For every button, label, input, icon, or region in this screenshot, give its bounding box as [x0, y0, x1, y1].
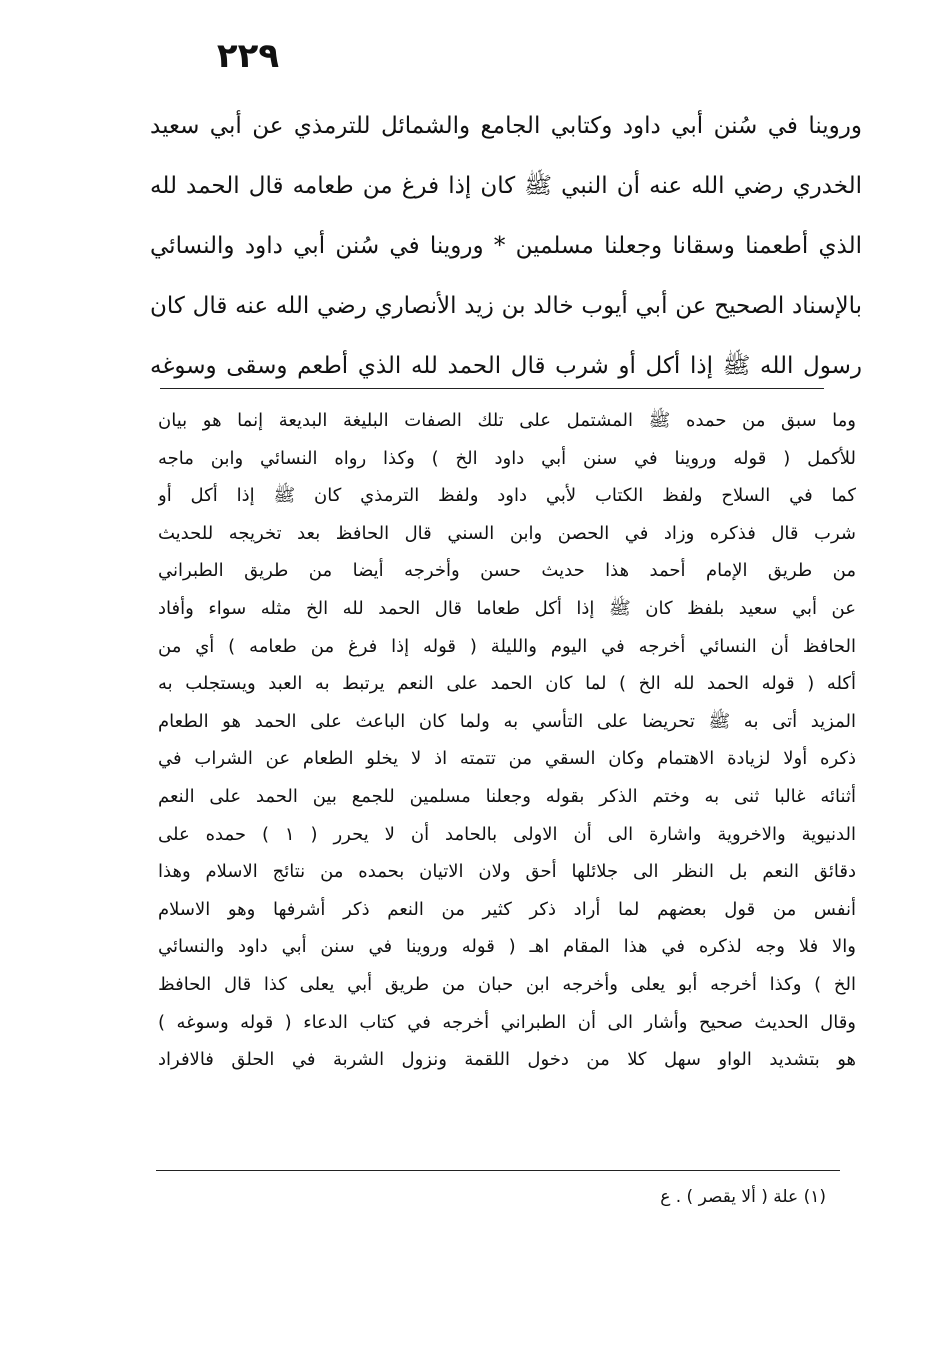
commentary-line: شرب قال فذكره وزاد في الحصن وابن السني قال الحافظ بعد تخريجه للحديث [158, 522, 856, 544]
main-text-line: وروينا في سُنن أبي داود وكتابي الجامع والشمائل للترمذي عن أبي سعيد [150, 113, 862, 139]
commentary-line: دقائق النعم بل النظر الى جلائلها أحق ولان الاتيان بحمده من نتائج الاسلام وهذا [158, 861, 856, 883]
commentary-line: أنفس من قول بعضهم لما أراد ذكر كثير من النعم ذكر أشرفها وهو الاسلام [158, 898, 856, 920]
commentary-line: هو بتشديد الواو سهل كلا من دخول اللقمة ونزول الشربة في الحلق فالافراد [158, 1049, 856, 1071]
commentary-line: من طريق الإمام أحمد هذا حديث حسن وأخرجه أيضا من طريق الطبراني [158, 560, 856, 582]
commentary-line: أثنائه غالبا ثنى به وختم الذكر بقوله وجعلنا مسلمين للجمع بين الحمد على النعم [158, 785, 856, 807]
commentary-line: عن أبي سعيد بلفظ كان ﷺ إذا أكل طعاما قال الحمد لله الخ مثله سواء وأفاد [158, 597, 856, 619]
commentary-line: وقال الحديث صحيح وأشار الى أن الطبراني أخرجه في كتاب الدعاء ( قوله وسوغه ) [158, 1011, 856, 1033]
main-text-line: رسول الله ﷺ إذا أكل أو شرب قال الحمد لله الذي أطعم وسقى وسوغه [150, 353, 862, 379]
commentary-line: الخ ) وكذا أخرجه أبو يعلى وأخرجه ابن حبان من طريق أبي يعلى كذا قال الحافظ [158, 973, 856, 995]
main-text-divider [160, 388, 824, 389]
commentary [158, 402, 856, 1079]
commentary-line: أكله ( قوله الحمد لله الخ ) لما كان الحمد على النعم يرتبط به العبد ويستجلب به [158, 673, 856, 695]
main-text-line: الذي أطعمنا وسقانا وجعلنا مسلمين * وروينا في سُنن أبي داود والنسائي [150, 233, 862, 259]
main-text-line: بالإسناد الصحيح عن أبي أيوب خالد بن زيد الأنصاري رضي الله عنه قال كان [150, 293, 862, 319]
commentary-line: ذكره أولا لزيادة الاهتمام وكان السقي من تتمته اذ لا يخلو الطعام عن الشراب في [158, 748, 856, 770]
commentary-line: للأكمل ( قوله وروينا في سنن أبي داود الخ ) وكذا رواه النسائي وابن ماجه [158, 447, 856, 469]
page-number: ٢٢٩ [216, 36, 280, 76]
main-text [150, 96, 862, 396]
main-text-line: الخدري رضي الله عنه أن النبي ﷺ كان إذا فرغ من طعامه قال الحمد لله [150, 173, 862, 199]
commentary-line: وما سبق من حمده ﷺ المشتمل على تلك الصفات البليغة البديعة إنما هو بيان [158, 410, 856, 431]
footnote-divider [156, 1170, 840, 1171]
commentary-line: والا فلا وجه لذكره في هذا المقام اهـ ( قوله وروينا في سنن أبي داود والنسائي [158, 936, 856, 958]
commentary-line: كما في السلاح ولفظ الكتاب لأبي داود ولفظ الترمذي كان ﷺ إذا أكل أو [158, 485, 856, 507]
commentary-line: الدنيوية والاخروية واشارة الى أن الاولى بالحامد أن لا يحرر ( ١ ) حمده على [158, 823, 856, 845]
commentary-line: المزيد أتى به ﷺ تحريضا على التأسي به ولما كان الباعث على الحمد هو الطعام [158, 710, 856, 732]
footnote: (١) علة ( ألا يقصر ) . ع [660, 1187, 826, 1207]
commentary-line: الحافظ أن النسائي أخرجه في اليوم والليلة ( قوله إذا فرغ من طعامه ) أي من [158, 635, 856, 657]
